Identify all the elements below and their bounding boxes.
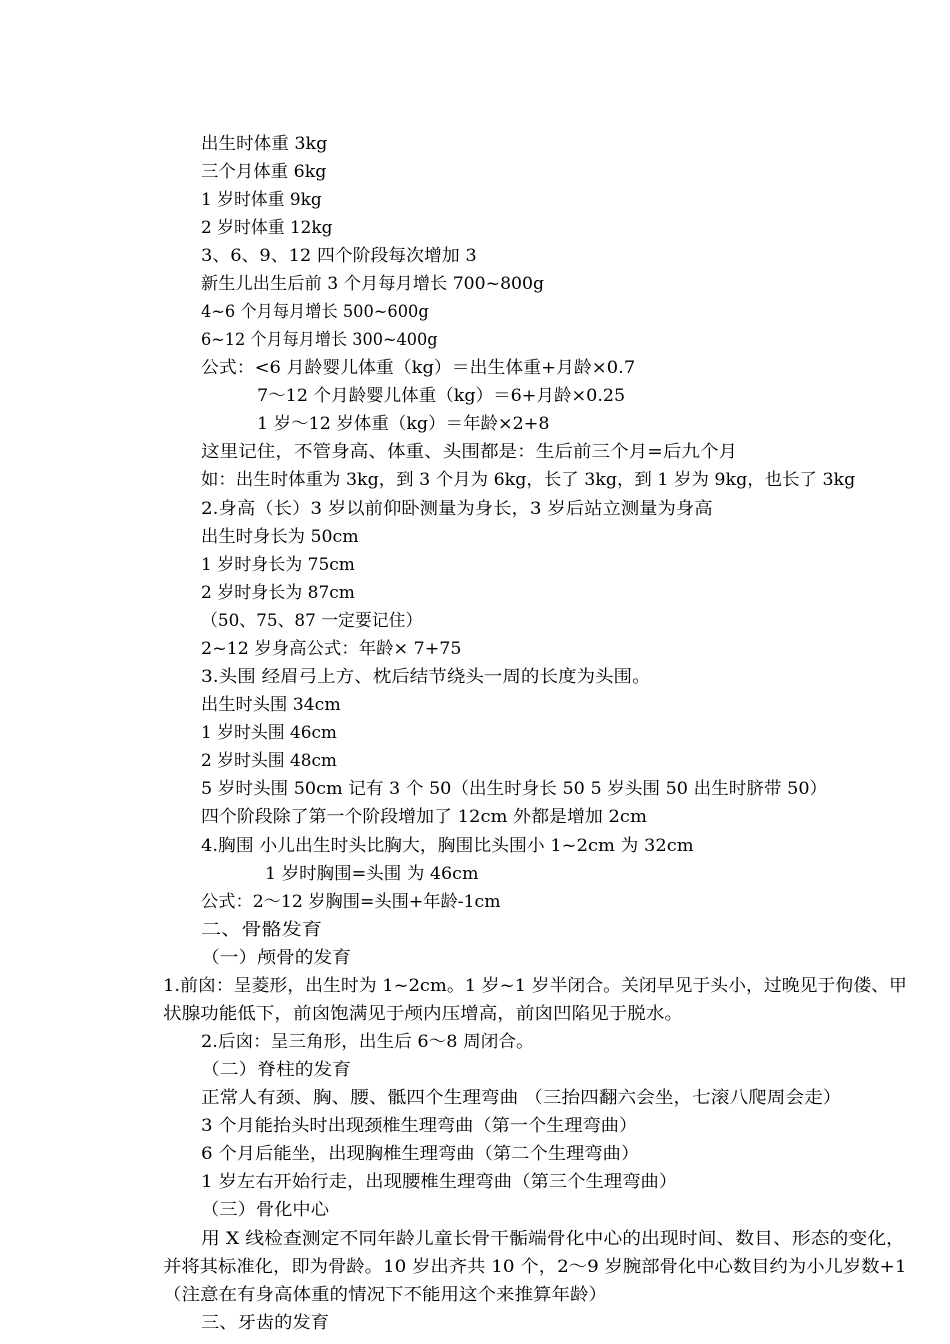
text-line-20: 3.头围 经眉弓上方、枕后结节绕头一周的长度为头围。 [201, 667, 651, 687]
text-line-42: （注意在有身高体重的情况下不能用这个来推算年龄） [163, 1285, 607, 1305]
text-line-19: 2~12 岁身高公式：年龄× 7+75 [201, 639, 462, 659]
text-line-31: 1.前囟：呈菱形，出生时为 1~2cm。1 岁~1 岁半闭合。关闭早见于头小，过晚见于佝偻、甲 [163, 976, 907, 996]
text-line-6: 新生儿出生后前 3 个月每月增长 700~800g [201, 274, 545, 294]
text-line-22: 1 岁时头围 46cm [201, 723, 337, 743]
text-line-36: 3 个月能抬头时出现颈椎生理弯曲（第一个生理弯曲） [201, 1116, 638, 1136]
text-line-26: 4.胸围 小儿出生时头比胸大，胸围比头围小 1~2cm 为 32cm [201, 836, 694, 856]
text-line-11: 1 岁～12 岁体重（kg）＝年龄×2+8 [257, 414, 550, 434]
text-line-27: 1 岁时胸围=头围 为 46cm [265, 864, 479, 884]
text-line-32: 状腺功能低下，前囟饱满见于颅内压增高，前囟凹陷见于脱水。 [163, 1004, 683, 1024]
text-line-10: 7～12 个月龄婴儿体重（kg）＝6+月龄×0.25 [257, 386, 626, 406]
text-line-33: 2.后囟：呈三角形，出生后 6～8 周闭合。 [201, 1032, 534, 1052]
text-line-23: 2 岁时头围 48cm [201, 751, 337, 771]
text-line-5: 3、6、9、12 四个阶段每次增加 3 [201, 246, 477, 266]
text-line-25: 四个阶段除了第一个阶段增加了 12cm 外都是增加 2cm [201, 807, 647, 827]
text-line-1: 出生时体重 3kg [201, 134, 328, 154]
text-line-30: （一）颅骨的发育 [201, 948, 351, 968]
text-line-35: 正常人有颈、胸、腰、骶四个生理弯曲 （三抬四翻六会坐，七滚八爬周会走） [201, 1088, 842, 1108]
text-line-9: 公式：<6 月龄婴儿体重（kg）＝出生体重+月龄×0.7 [201, 358, 636, 378]
text-line-38: 1 岁左右开始行走，出现腰椎生理弯曲（第三个生理弯曲） [201, 1172, 678, 1192]
text-line-39: （三）骨化中心 [201, 1200, 329, 1220]
text-line-7: 4~6 个月每月增长 500~600g [201, 302, 429, 322]
text-line-34: （二）脊柱的发育 [201, 1060, 351, 1080]
text-line-2: 三个月体重 6kg [201, 162, 327, 182]
text-line-29: 二、骨骼发育 [201, 920, 322, 940]
text-line-15: 出生时身长为 50cm [201, 527, 359, 547]
text-line-24: 5 岁时头围 50cm 记有 3 个 50（出生时身长 50 5 岁头围 50 出生时脐带 50） [201, 779, 828, 799]
text-line-21: 出生时头围 34cm [201, 695, 341, 715]
text-line-40: 用 X 线检查测定不同年龄儿童长骨干骺端骨化中心的出现时间、数目、形态的变化， [201, 1229, 905, 1249]
text-line-13: 如：出生时体重为 3kg，到 3 个月为 6kg，长了 3kg，到 1 岁为 9kg，也长了 3kg [201, 470, 856, 490]
text-line-37: 6 个月后能坐，出现胸椎生理弯曲（第二个生理弯曲） [201, 1144, 640, 1164]
text-line-4: 2 岁时体重 12kg [201, 218, 333, 238]
text-line-14: 2.身高（长）3 岁以前仰卧测量为身长，3 岁后站立测量为身高 [201, 499, 713, 519]
text-line-18: （50、75、87 一定要记住） [201, 611, 423, 631]
text-line-16: 1 岁时身长为 75cm [201, 555, 355, 575]
text-line-28: 公式：2～12 岁胸围=头围+年龄-1cm [201, 892, 501, 912]
text-line-3: 1 岁时体重 9kg [201, 190, 322, 210]
text-line-43: 三、牙齿的发育 [201, 1313, 329, 1333]
text-line-17: 2 岁时身长为 87cm [201, 583, 355, 603]
text-line-8: 6~12 个月每月增长 300~400g [201, 330, 438, 350]
text-line-12: 这里记住，不管身高、体重、头围都是：生后前三个月=后九个月 [201, 442, 738, 462]
text-line-41: 并将其标准化，即为骨龄。10 岁出齐共 10 个，2～9 岁腕部骨化中心数目约为小儿岁数+1 [163, 1257, 907, 1277]
